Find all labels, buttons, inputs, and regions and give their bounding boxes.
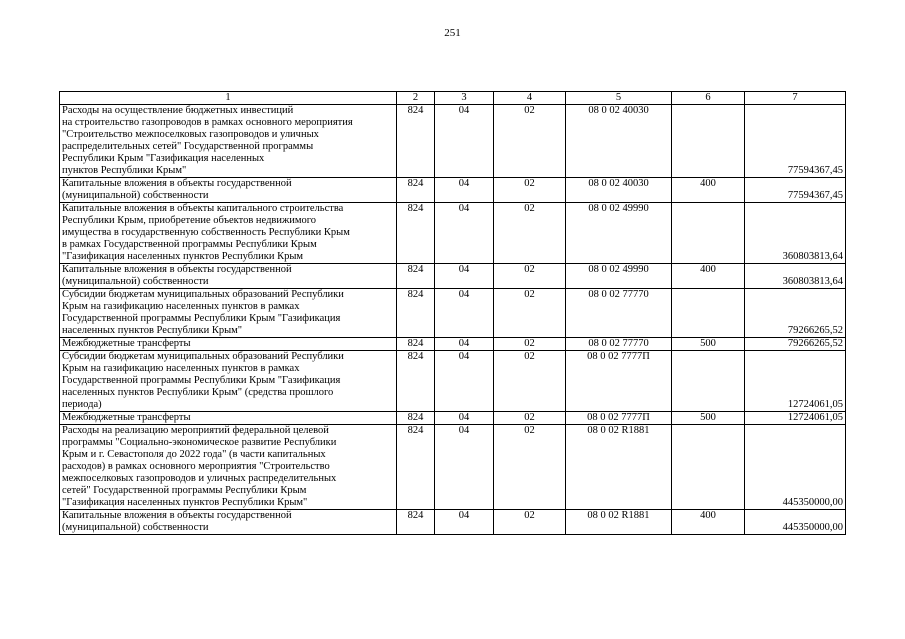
expense-type-cell: 400 (672, 264, 745, 289)
ministry-code-cell: 824 (397, 289, 435, 338)
ministry-code-cell: 824 (397, 264, 435, 289)
amount-cell: 445350000,00 (745, 510, 846, 535)
expense-name-line: Крым на газификацию населенных пунктов в рамках (62, 363, 300, 374)
expense-type-cell (672, 289, 745, 338)
expense-name-line: "Газификация населенных пунктов Республики Крым (62, 251, 304, 262)
ministry-code-cell: 824 (397, 425, 435, 510)
expense-name-line: Субсидии бюджетам муниципальных образований Республики (62, 351, 344, 362)
target-article-cell: 08 0 02 40030 (566, 105, 672, 178)
expense-type-cell (672, 351, 745, 412)
table-row (60, 412, 846, 425)
subsection-code-cell: 02 (494, 105, 566, 178)
expense-name-line: (муниципальной) собственности (62, 522, 209, 533)
expense-name-line: населенных пунктов Республики Крым" (62, 325, 243, 336)
budget-table (59, 91, 846, 535)
table-row (60, 351, 846, 412)
expense-type-cell: 400 (672, 510, 745, 535)
expense-name-line: Капитальные вложения в объекты государственной (62, 510, 292, 521)
target-article-cell: 08 0 02 40030 (566, 178, 672, 203)
subsection-code-cell: 02 (494, 425, 566, 510)
expense-name-cell (60, 178, 397, 203)
expense-name-line: межпоселковых газопроводов и уличных распределительных (62, 473, 337, 484)
section-code-cell: 04 (435, 203, 494, 264)
expense-name-cell (60, 338, 397, 351)
ministry-code-cell: 824 (397, 412, 435, 425)
amount-cell: 79266265,52 (745, 289, 846, 338)
expense-name-line: Капитальные вложения в объекты капитального строительства (62, 203, 344, 214)
section-code-cell: 04 (435, 338, 494, 351)
expense-name-cell (60, 289, 397, 338)
expense-name-cell (60, 203, 397, 264)
expense-name-line: Крым на газификацию населенных пунктов в рамках (62, 301, 300, 312)
table-row (60, 510, 846, 535)
expense-name-line: Государственной программы Республики Крым "Газификация (62, 375, 341, 386)
expense-name-line: пунктов Республики Крым" (62, 165, 187, 176)
column-header: 3 (435, 92, 494, 105)
column-header: 2 (397, 92, 435, 105)
expense-name-line: Республики Крым "Газификация населенных (62, 153, 265, 164)
expense-name-line: Субсидии бюджетам муниципальных образований Республики (62, 289, 344, 300)
expense-name-line: Капитальные вложения в объекты государственной (62, 264, 292, 275)
expense-name-cell (60, 105, 397, 178)
expense-name-cell (60, 412, 397, 425)
amount-cell: 79266265,52 (745, 338, 846, 351)
expense-name-line: имущества в государственную собственность Республики Крым (62, 227, 350, 238)
section-code-cell: 04 (435, 425, 494, 510)
subsection-code-cell: 02 (494, 178, 566, 203)
section-code-cell: 04 (435, 105, 494, 178)
target-article-cell: 08 0 02 7777П (566, 351, 672, 412)
expense-name-cell (60, 264, 397, 289)
amount-cell: 360803813,64 (745, 203, 846, 264)
target-article-cell: 08 0 02 49990 (566, 203, 672, 264)
target-article-cell: 08 0 02 77770 (566, 338, 672, 351)
section-code-cell: 04 (435, 510, 494, 535)
column-header: 6 (672, 92, 745, 105)
expense-name-line: (муниципальной) собственности (62, 190, 209, 201)
expense-type-cell (672, 425, 745, 510)
subsection-code-cell: 02 (494, 338, 566, 351)
table-row (60, 289, 846, 338)
ministry-code-cell: 824 (397, 203, 435, 264)
column-header: 4 (494, 92, 566, 105)
section-code-cell: 04 (435, 289, 494, 338)
target-article-cell: 08 0 02 7777П (566, 412, 672, 425)
expense-name-cell (60, 510, 397, 535)
column-header: 1 (60, 92, 397, 105)
subsection-code-cell: 02 (494, 351, 566, 412)
ministry-code-cell: 824 (397, 105, 435, 178)
amount-cell: 360803813,64 (745, 264, 846, 289)
expense-name-line: Крым и г. Севастополя до 2022 года" (в части капитальных (62, 449, 326, 460)
expense-name-line: периода) (62, 399, 102, 410)
column-header: 5 (566, 92, 672, 105)
table-row (60, 203, 846, 264)
page-number: 251 (444, 27, 461, 39)
expense-name-line: Капитальные вложения в объекты государственной (62, 178, 292, 189)
expense-name-line: населенных пунктов Республики Крым" (средства прошлого (62, 387, 334, 398)
ministry-code-cell: 824 (397, 351, 435, 412)
subsection-code-cell: 02 (494, 412, 566, 425)
target-article-cell: 08 0 02 R1881 (566, 425, 672, 510)
table-row (60, 425, 846, 510)
expense-type-cell: 500 (672, 412, 745, 425)
section-code-cell: 04 (435, 412, 494, 425)
expense-name-line: на строительство газопроводов в рамках основного мероприятия (62, 117, 353, 128)
section-code-cell: 04 (435, 264, 494, 289)
expense-name-line: "Строительство межпоселковых газопроводов и уличных (62, 129, 319, 140)
expense-name-line: "Газификация населенных пунктов Республики Крым" (62, 497, 308, 508)
expense-name-line: распределительных сетей" Государственной программы (62, 141, 314, 152)
section-code-cell: 04 (435, 178, 494, 203)
expense-type-cell (672, 105, 745, 178)
expense-name-line: сетей" Государственной программы Республики Крым (62, 485, 307, 496)
amount-cell: 445350000,00 (745, 425, 846, 510)
target-article-cell: 08 0 02 R1881 (566, 510, 672, 535)
target-article-cell: 08 0 02 77770 (566, 289, 672, 338)
expense-name-line: расходов) в рамках основного мероприятия "Строительство (62, 461, 330, 472)
ministry-code-cell: 824 (397, 338, 435, 351)
subsection-code-cell: 02 (494, 510, 566, 535)
ministry-code-cell: 824 (397, 510, 435, 535)
table-row (60, 264, 846, 289)
expense-name-line: Межбюджетные трансферты (62, 338, 191, 349)
expense-name-line: в рамках Государственной программы Республики Крым (62, 239, 317, 250)
expense-name-line: Межбюджетные трансферты (62, 412, 191, 423)
ministry-code-cell: 824 (397, 178, 435, 203)
amount-cell: 12724061,05 (745, 351, 846, 412)
amount-cell: 77594367,45 (745, 178, 846, 203)
target-article-cell: 08 0 02 49990 (566, 264, 672, 289)
expense-type-cell: 500 (672, 338, 745, 351)
section-code-cell: 04 (435, 351, 494, 412)
expense-name-cell (60, 351, 397, 412)
column-header: 7 (745, 92, 846, 105)
expense-name-line: (муниципальной) собственности (62, 276, 209, 287)
expense-name-line: Государственной программы Республики Крым "Газификация (62, 313, 341, 324)
expense-name-cell (60, 425, 397, 510)
expense-name-line: программы "Социально-экономическое развитие Республики (62, 437, 337, 448)
amount-cell: 12724061,05 (745, 412, 846, 425)
table-row (60, 338, 846, 351)
expense-name-line: Расходы на реализацию мероприятий федеральной целевой (62, 425, 329, 436)
subsection-code-cell: 02 (494, 264, 566, 289)
subsection-code-cell: 02 (494, 289, 566, 338)
expense-type-cell: 400 (672, 178, 745, 203)
amount-cell: 77594367,45 (745, 105, 846, 178)
expense-name-line: Республики Крым, приобретение объектов недвижимого (62, 215, 317, 226)
column-header-row (60, 92, 846, 105)
table-row (60, 105, 846, 178)
budget-table-body (60, 92, 846, 535)
subsection-code-cell: 02 (494, 203, 566, 264)
expense-type-cell (672, 203, 745, 264)
table-row (60, 178, 846, 203)
expense-name-line: Расходы на осуществление бюджетных инвестиций (62, 105, 294, 116)
